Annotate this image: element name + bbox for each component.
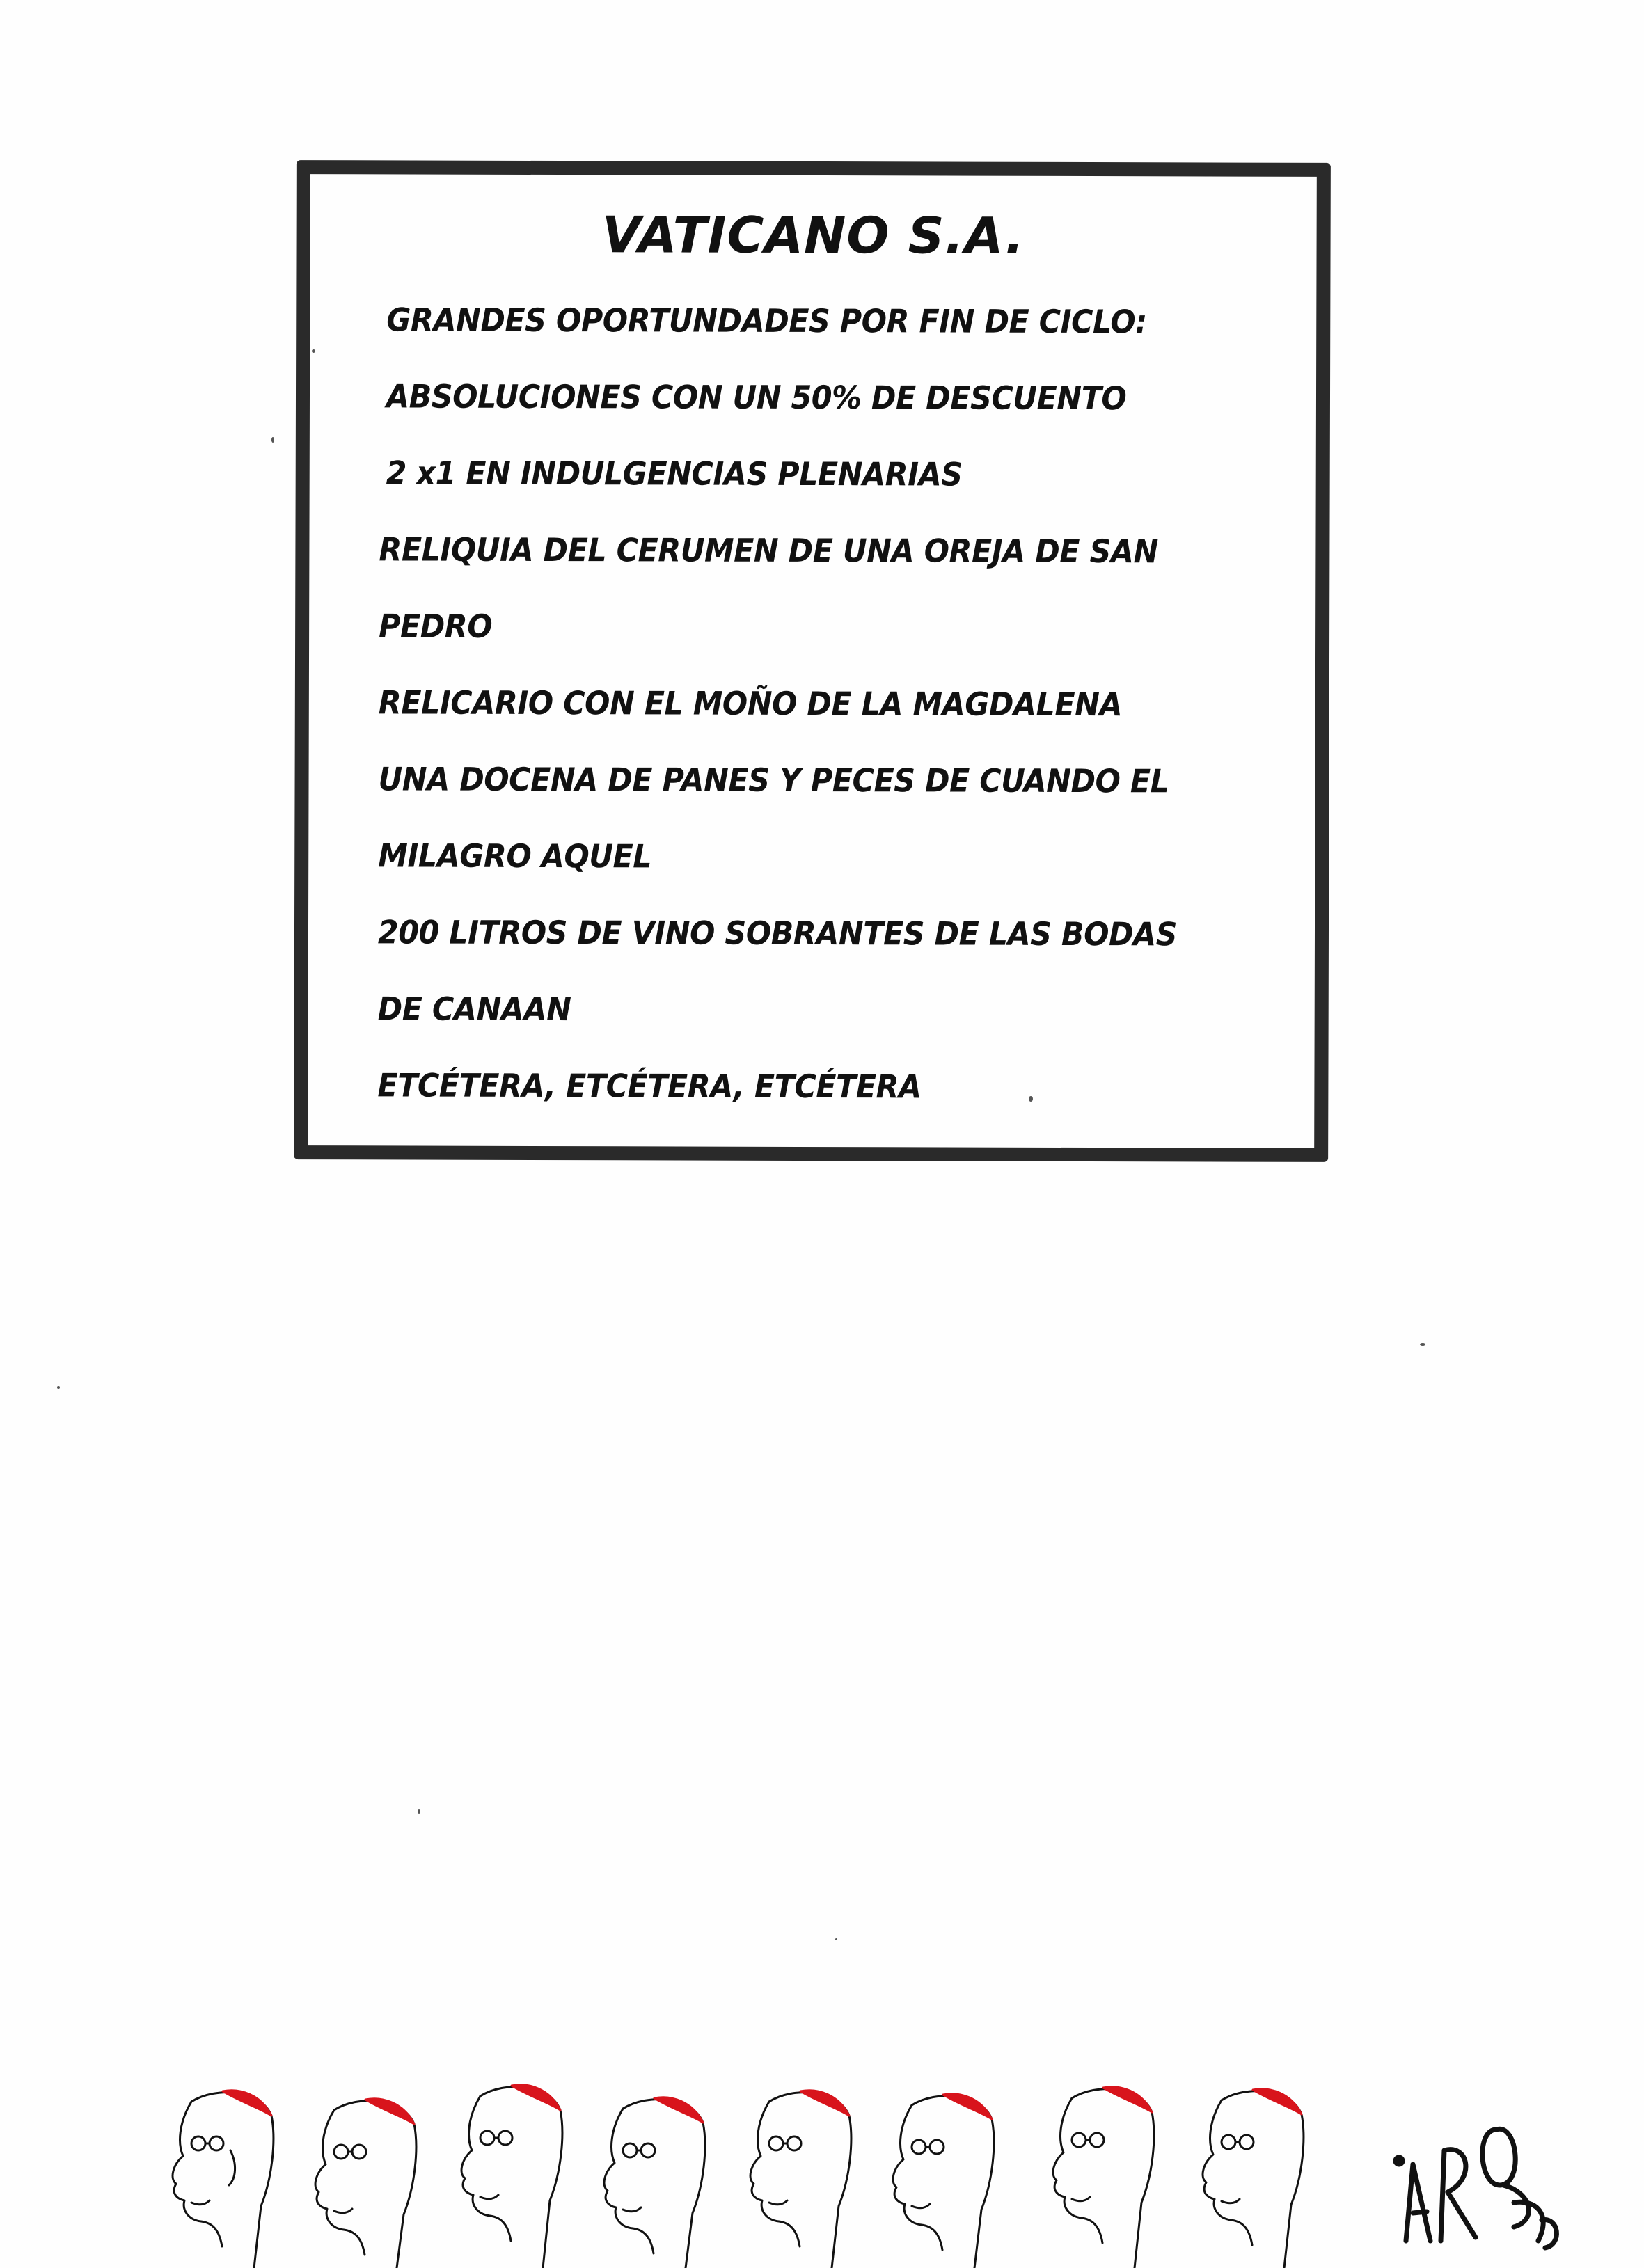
artist-signature-icon (1392, 2081, 1573, 2255)
ink-speck (1420, 1343, 1425, 1346)
ink-speck (1029, 1096, 1033, 1102)
notice-line: 200 LITROS DE VINO SOBRANTES DE LAS BODAS (377, 913, 1178, 953)
notice-title: VATICANO S.A. (601, 205, 1025, 265)
cardinal-figure-icon (461, 2085, 562, 2268)
cardinal-figure-icon (604, 2097, 705, 2268)
cardinal-figure-icon (1203, 2089, 1304, 2268)
notice-line: UNA DOCENA DE PANES Y PECES DE CUANDO EL (378, 760, 1169, 800)
notice-line: GRANDES OPORTUNDADES POR FIN DE CICLO: (386, 301, 1147, 341)
ink-speck (271, 437, 274, 443)
cardinal-figure-icon (315, 2099, 416, 2268)
ink-speck (312, 349, 315, 353)
notice-line: RELICARIO CON EL MOÑO DE LA MAGDALENA (378, 683, 1123, 724)
cardinal-figure-icon (750, 2091, 851, 2268)
notice-line: MILAGRO AQUEL (378, 836, 652, 875)
cardinal-figure-icon (1053, 2087, 1154, 2268)
notice-frame (294, 160, 1331, 1162)
notice-line: ABSOLUCIONES CON UN 50% DE DESCUENTO (386, 377, 1127, 418)
cardinals-row-icon (150, 2074, 1368, 2268)
notice-line: DE CANAAN (377, 990, 571, 1029)
notice-line: 2 x1 EN INDULGENCIAS PLENARIAS (386, 454, 963, 493)
notice-line: ETCÉTERA, ETCÉTERA, ETCÉTERA (377, 1066, 922, 1106)
ink-speck (418, 1809, 420, 1814)
notice-line: RELIQUIA DEL CERUMEN DE UNA OREJA DE SAN (379, 530, 1158, 571)
ink-speck (57, 1386, 60, 1389)
notice-line: PEDRO (379, 607, 493, 645)
cardinal-figure-icon (893, 2094, 994, 2268)
ink-speck (835, 1938, 837, 1940)
cardinal-figure-icon (173, 2091, 274, 2268)
